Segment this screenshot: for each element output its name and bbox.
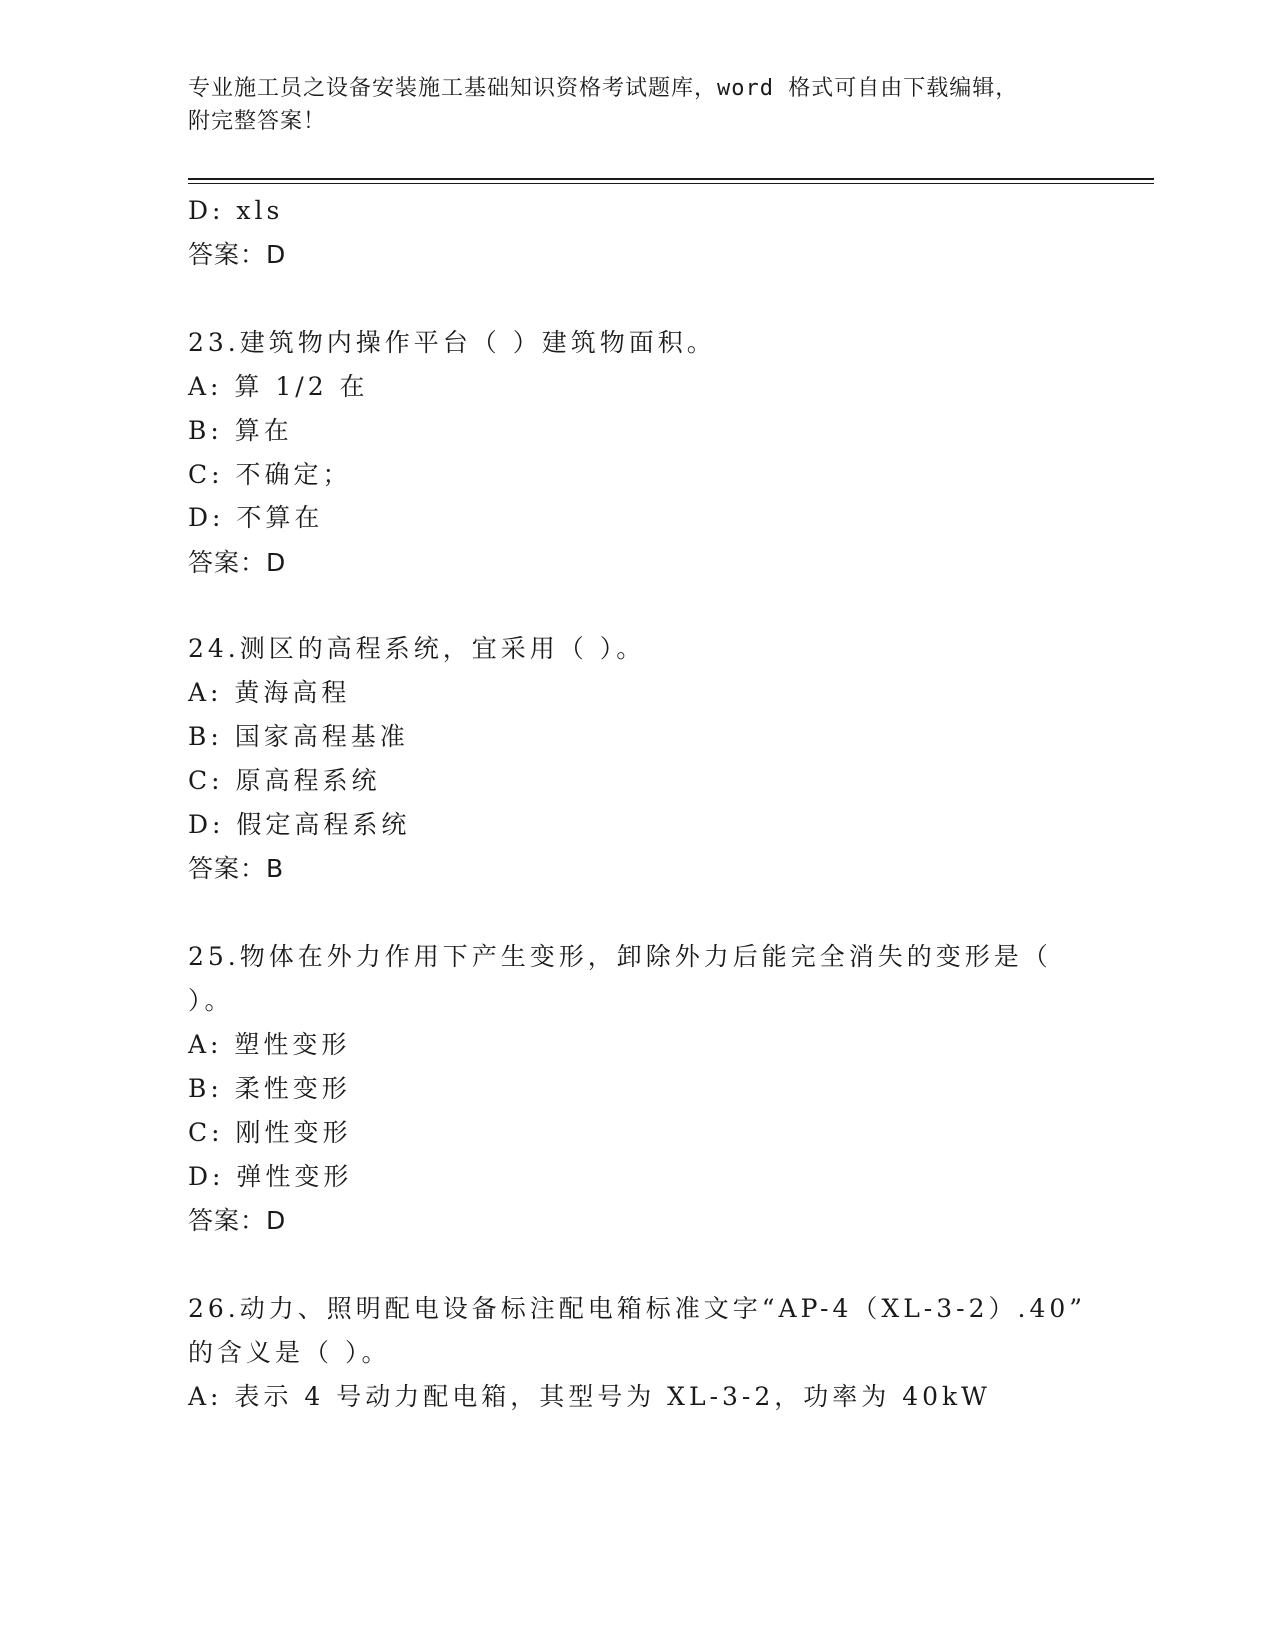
question-24-answer: 答案：B — [188, 854, 285, 883]
question-25-stem: 25.物体在外力作用下产生变形，卸除外力后能完全消失的变形是（ — [188, 942, 1052, 971]
question-24-stem: 24.测区的高程系统，宜采用（ ）。 — [188, 634, 646, 663]
header-rule-thin — [188, 183, 1154, 184]
question-26-option-a: A: 表示 4 号动力配电箱，其型号为 XL-3-2，功率为 40kW — [188, 1382, 991, 1411]
question-23-option-a: A: 算 1/2 在 — [188, 372, 369, 401]
question-23-option-b: B: 算在 — [188, 416, 293, 445]
question-26-stem-cont: 的含义是（ ）。 — [188, 1338, 391, 1367]
question-25-option-c: C: 刚性变形 — [188, 1118, 352, 1147]
question-25-option-d: D: 弹性变形 — [188, 1162, 353, 1191]
question-24-option-c: C: 原高程系统 — [188, 766, 381, 795]
carryover-answer: 答案：D — [188, 240, 287, 269]
question-24-option-a: A: 黄海高程 — [188, 678, 351, 707]
question-24-option-b: B: 国家高程基准 — [188, 722, 409, 751]
question-23-option-c: C: 不确定； — [188, 460, 352, 489]
question-23-stem: 23.建筑物内操作平台（ ）建筑物面积。 — [188, 328, 716, 357]
header-line-1: 专业施工员之设备安装施工基础知识资格考试题库，word 格式可自由下载编辑， — [188, 76, 1019, 101]
question-23-option-d: D: 不算在 — [188, 503, 324, 532]
question-26-stem: 26.动力、照明配电设备标注配电箱标准文字“AP-4（XL-3-2）.40” — [188, 1294, 1087, 1323]
header-line-2: 附完整答案！ — [188, 109, 327, 134]
page-header — [188, 72, 1058, 138]
question-24-option-d: D: 假定高程系统 — [188, 810, 411, 839]
question-23-answer: 答案：D — [188, 548, 287, 577]
question-25-option-b: B: 柔性变形 — [188, 1074, 351, 1103]
question-25-option-a: A: 塑性变形 — [188, 1030, 351, 1059]
carryover-option-d: D: xls — [188, 196, 284, 225]
question-25-answer: 答案：D — [188, 1206, 287, 1235]
question-25-stem-cont: ）。 — [188, 986, 234, 1015]
header-rule-thick — [188, 178, 1154, 180]
